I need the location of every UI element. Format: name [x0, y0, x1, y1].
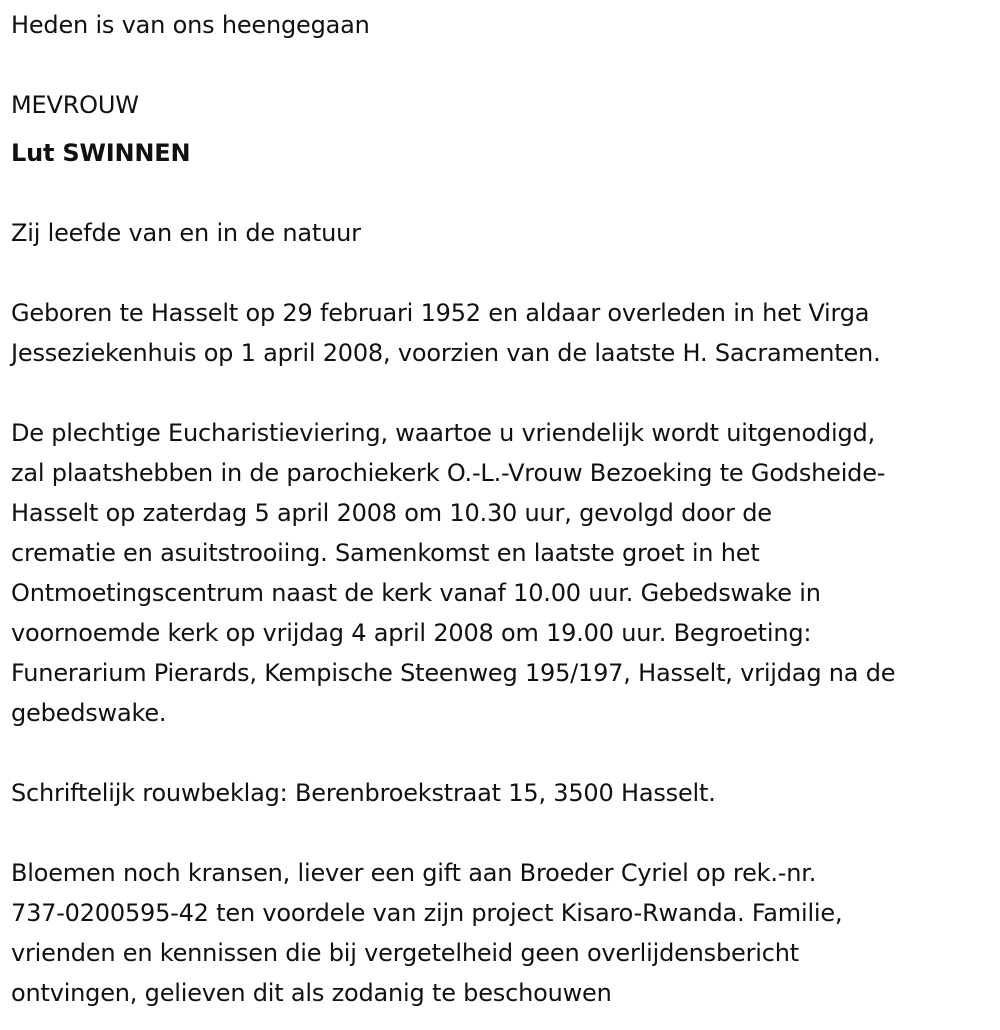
salutation-title: MEVROUW	[11, 91, 139, 119]
spacer	[11, 373, 991, 413]
paragraph-line: Bloemen noch kransen, liever een gift aan Broeder Cyriel op rek.-nr.	[11, 859, 817, 887]
ceremony-paragraph	[11, 413, 991, 733]
paragraph-line: De plechtige Eucharistieviering, waartoe u vriendelijk wordt uitgenodigd,	[11, 419, 876, 447]
paragraph-line: Hasselt op zaterdag 5 april 2008 om 10.30 uur, gevolgd door de	[11, 499, 772, 527]
condolences-address: Schriftelijk rouwbeklag: Berenbroekstraat 15, 3500 Hasselt.	[11, 779, 716, 807]
paragraph-line: ontvingen, gelieven dit als zodanig te beschouwen	[11, 979, 612, 1007]
paragraph-line: Geboren te Hasselt op 29 februari 1952 en aldaar overleden in het Virga	[11, 299, 870, 327]
paragraph-line: Ontmoetingscentrum naast de kerk vanaf 10.00 uur. Gebedswake in	[11, 579, 821, 607]
spacer	[11, 125, 991, 133]
paragraph-line: gebedswake.	[11, 699, 167, 727]
paragraph-line: Funerarium Pierards, Kempische Steenweg 195/197, Hasselt, vrijdag na de	[11, 659, 896, 687]
paragraph-line: zal plaatshebben in de parochiekerk O.-L.-Vrouw Bezoeking te Godsheide-	[11, 459, 886, 487]
deceased-name: Lut SWINNEN	[11, 139, 191, 167]
spacer	[11, 173, 991, 213]
birth-death-paragraph	[11, 293, 991, 373]
spacer	[11, 813, 991, 853]
paragraph-line: crematie en asuitstrooiing. Samenkomst en laatste groet in het	[11, 539, 760, 567]
paragraph-line: voornoemde kerk op vrijdag 4 april 2008 om 19.00 uur. Begroeting:	[11, 619, 812, 647]
spacer	[11, 45, 991, 85]
intro-text: Heden is van ons heengegaan	[11, 11, 370, 39]
tagline: Zij leefde van en in de natuur	[11, 219, 361, 247]
spacer	[11, 733, 991, 773]
spacer	[11, 253, 991, 293]
paragraph-line: 737-0200595-42 ten voordele van zijn project Kisaro-Rwanda. Familie,	[11, 899, 843, 927]
flowers-paragraph	[11, 853, 991, 1013]
paragraph-line: Jesseziekenhuis op 1 april 2008, voorzien van de laatste H. Sacramenten.	[11, 339, 881, 367]
paragraph-line: vrienden en kennissen die bij vergetelheid geen overlijdensbericht	[11, 939, 799, 967]
